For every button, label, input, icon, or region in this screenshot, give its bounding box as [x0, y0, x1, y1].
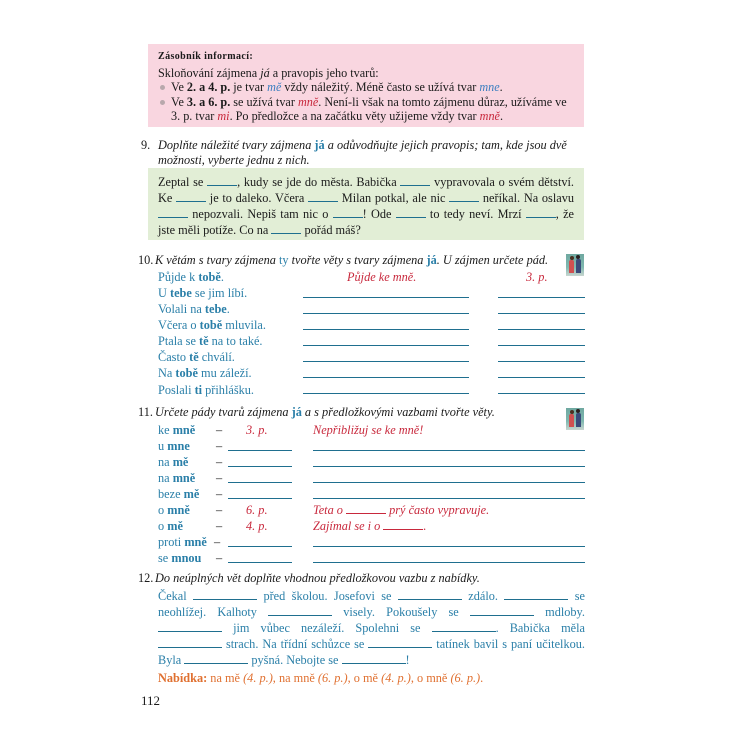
case-line[interactable] [498, 361, 585, 362]
exercise-11-instruction: 11. Určete pády tvarů zájmena já a s předložkovými vazbami tvořte věty. [138, 405, 495, 419]
case-line[interactable] [498, 329, 585, 330]
exercise-11-row: o mě – 4. p. Zajímal se i o . [158, 519, 427, 533]
answer-blank[interactable] [333, 207, 363, 218]
answer-blank[interactable] [368, 637, 432, 648]
case-line[interactable] [228, 498, 292, 499]
info-intro: Skloňování zájmena já a pravopis jeho tvarů: [158, 65, 379, 80]
answer-line[interactable] [303, 377, 469, 378]
page-number: 112 [141, 693, 161, 708]
answer-blank[interactable] [207, 175, 237, 186]
case-line[interactable] [228, 466, 292, 467]
bullet-icon [160, 100, 165, 105]
answer-blank[interactable] [396, 207, 426, 218]
exercise-10-row: U tebe se jim líbí. [158, 286, 248, 300]
exercise-10-row: Včera o tobě mluvila. [158, 318, 266, 332]
exercise-10-row: Půjde k tobě. [158, 270, 224, 284]
answer-line[interactable] [303, 297, 469, 298]
exercise-11-row: ke mně – 3. p. Nepřibližuj se ke mně! [158, 423, 424, 437]
exercise-10-instruction: 10. K větám s tvary zájmena ty tvořte věty s tvary zájmena já. U zájmen určete pád. [138, 253, 549, 267]
case-line[interactable] [228, 546, 292, 547]
case-line[interactable] [228, 482, 292, 483]
exercise-10-row: Na tobě mu záleží. [158, 366, 252, 380]
answer-blank[interactable] [449, 191, 479, 202]
answer-line[interactable] [303, 329, 469, 330]
case-line[interactable] [498, 377, 585, 378]
answer-blank[interactable] [268, 605, 332, 616]
example-case: 3. p. [526, 270, 548, 284]
answer-blank[interactable] [398, 589, 462, 600]
info-box [148, 44, 584, 127]
case-line[interactable] [498, 297, 585, 298]
answer-line[interactable] [303, 345, 469, 346]
answer-blank[interactable] [346, 503, 386, 514]
answer-blank[interactable] [158, 637, 222, 648]
exercise-11-row: na mně – [158, 471, 223, 485]
exercise-11-row: proti mně – [158, 535, 221, 549]
answer-blank[interactable] [176, 191, 206, 202]
exercise-10-row: Často tě chválí. [158, 350, 235, 364]
answer-blank[interactable] [342, 653, 406, 664]
case-line[interactable] [498, 345, 585, 346]
answer-blank[interactable] [400, 175, 430, 186]
sentence-line[interactable] [313, 498, 585, 499]
example-answer: Půjde ke mně. [347, 270, 417, 284]
exercise-10-row: Poslali ti přihlášku. [158, 383, 254, 397]
answer-blank[interactable] [308, 191, 338, 202]
case-line[interactable] [498, 313, 585, 314]
exercise-11-row: beze mě – [158, 487, 223, 501]
children-photo-icon [566, 254, 584, 276]
exercise-10-row: Volali na tebe. [158, 302, 230, 316]
bullet-icon [160, 85, 165, 90]
case-line[interactable] [228, 562, 292, 563]
answer-blank[interactable] [470, 605, 534, 616]
answer-blank[interactable] [383, 519, 423, 530]
exercise-11-row: u mne – [158, 439, 223, 453]
answer-blank[interactable] [184, 653, 248, 664]
answer-blank[interactable] [271, 223, 301, 234]
exercise-12-instruction: 12. Do neúplných vět doplňte vhodnou předložkovou vazbu z nabídky. [138, 571, 480, 585]
answer-line[interactable] [303, 361, 469, 362]
info-bullet-2: Ve 3. a 6. p. se užívá tvar mně. Není-li však na tomto zájmenu důraz, užíváme ve 3. p. tvar mi. Po předložce a na začátku věty užijeme vždy tvar mně. [158, 95, 574, 124]
case-line[interactable] [228, 450, 292, 451]
sentence-line[interactable] [313, 562, 585, 563]
sentence-line[interactable] [313, 466, 585, 467]
answer-blank[interactable] [432, 621, 496, 632]
exercise-11-row: o mně – 6. p. Teta o prý často vypravuje. [158, 503, 490, 517]
offer-list: Nabídka: na mě (4. p.), na mně (6. p.), o mě (4. p.), o mně (6. p.). [158, 671, 484, 685]
exercise-12-text: Čekal před školou. Josefovi se zdálo. se neohlížej. Kalhoty visely. Pokoušely se mdloby. jim vůbec nezáleží. Spolehni se . Babička měla strach. Na třídní schůzce se tatínek bavil s paní učitelkou. Byla pyšná. Nebojte se ! [158, 589, 585, 667]
sentence-line[interactable] [313, 546, 585, 547]
case-line[interactable] [498, 393, 585, 394]
info-box-title: Zásobník informací: [158, 51, 254, 62]
answer-blank[interactable] [526, 207, 556, 218]
sentence-line[interactable] [313, 482, 585, 483]
answer-blank[interactable] [193, 589, 257, 600]
answer-line[interactable] [303, 313, 469, 314]
answer-blank[interactable] [158, 621, 222, 632]
answer-blank[interactable] [158, 207, 188, 218]
exercise-9-instruction: 9. Doplňte náležité tvary zájmena já a odůvodňujte jejich pravopis; tam, kde jsou dvě možnosti, vyberte jednu z nich. [141, 138, 567, 167]
exercise-11-row: se mnou – [158, 551, 223, 565]
answer-blank[interactable] [504, 589, 568, 600]
sentence-line[interactable] [313, 450, 585, 451]
exercise-11-row: na mě – [158, 455, 223, 469]
exercise-10-row: Ptala se tě na to také. [158, 334, 263, 348]
answer-line[interactable] [303, 393, 469, 394]
info-bullet-1: Ve 2. a 4. p. je tvar mě vždy náležitý. Méně často se užívá tvar mne. [158, 80, 574, 95]
exercise-9-text: Zeptal se , kudy se jde do města. Babička vypravovala o svém dětství. Ke je to daleko. Včera Milan potkal, ale nic neříkal. Na oslavu nepozvali. Nepiš tam nic o ! Ode to tedy neví. Mrzí , že jste měli potíže. Co na pořád máš? [148, 168, 584, 240]
